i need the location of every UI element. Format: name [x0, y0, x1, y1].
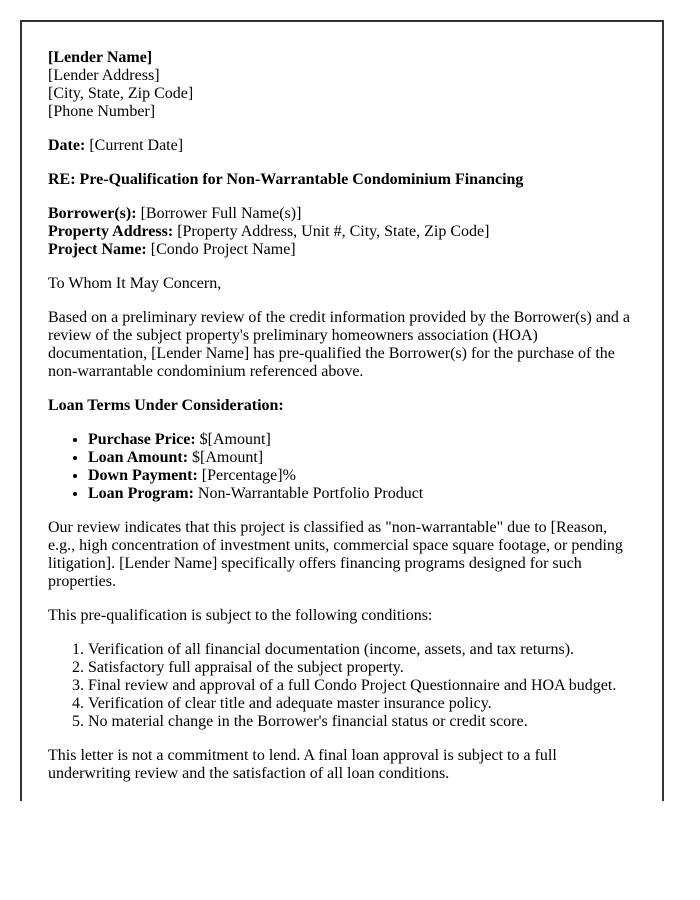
closing-paragraph: This letter is not a commitment to lend. A final loan approval is subject to a full underwriting review and the satisfaction of all loan conditions.: [48, 747, 557, 782]
loan-terms-list: [48, 431, 636, 503]
loan-term-value: $[Amount]: [192, 449, 264, 466]
lender-phone: [Phone Number]: [48, 103, 156, 120]
loan-term-label: Loan Amount:: [88, 449, 189, 466]
subject-line: [48, 171, 636, 189]
intro-paragraph: Based on a preliminary review of the credit information provided by the Borrower(s) and a review of the subject property's preliminary homeowners association (HOA) documentation, [Lender Name] has pre-qualified the Borrower(s) for the purchase of the non-warrantable condominium referenced above.: [48, 309, 631, 380]
loan-term-label: Down Payment:: [88, 467, 198, 484]
lender-name: [Lender Name]: [48, 49, 153, 66]
subject-text: RE: Pre-Qualification for Non-Warrantable Condominium Financing: [48, 171, 524, 188]
list-item: 2. Satisfactory full appraisal of the subject property.: [88, 659, 636, 677]
loan-terms-heading-text: Loan Terms Under Consideration:: [48, 397, 284, 414]
loan-term-value: Non-Warrantable Portfolio Product: [197, 485, 424, 502]
list-item: 1. Verification of all financial documentation (income, assets, and tax returns).: [88, 641, 636, 659]
list-item: [88, 485, 636, 503]
letter-page: [20, 20, 664, 801]
conditions-intro: This pre-qualification is subject to the following conditions:: [48, 607, 433, 624]
recipient-block: [48, 205, 636, 259]
loan-term-value: [Percentage]%: [201, 467, 296, 484]
loan-term-label: Purchase Price:: [88, 431, 196, 448]
borrower-value: [Borrower Full Name(s)]: [140, 205, 302, 222]
loan-term-value: $[Amount]: [199, 431, 271, 448]
list-item: [88, 467, 636, 485]
conditions-list: [48, 641, 636, 731]
list-item: [88, 449, 636, 467]
loan-terms-heading: [48, 397, 636, 415]
property-address-value: [Property Address, Unit #, City, State, Zip Code]: [177, 223, 490, 240]
salutation: To Whom It May Concern,: [48, 275, 222, 292]
list-item: 3. Final review and approval of a full Condo Project Questionnaire and HOA budget.: [88, 677, 636, 695]
project-name-label: Project Name:: [48, 241, 147, 258]
letterhead-block: [48, 49, 636, 121]
lender-address: [Lender Address]: [48, 67, 160, 84]
borrower-label: Borrower(s):: [48, 205, 137, 222]
property-address-label: Property Address:: [48, 223, 174, 240]
date-line: [48, 137, 636, 155]
list-item: [88, 431, 636, 449]
date-label: Date:: [48, 137, 86, 154]
classification-paragraph: Our review indicates that this project is classified as "non-warrantable" due to [Reason, e.g., high concentration of investment units, commercial space square footage, or pending litigation]. [Lender Name] specifically offers financing programs designed for such properties.: [48, 519, 623, 590]
list-item: 4. Verification of clear title and adequate master insurance policy.: [88, 695, 636, 713]
date-value: [Current Date]: [89, 137, 184, 154]
project-name-value: [Condo Project Name]: [150, 241, 296, 258]
lender-city-state-zip: [City, State, Zip Code]: [48, 85, 194, 102]
list-item: 5. No material change in the Borrower's financial status or credit score.: [88, 713, 636, 731]
loan-term-label: Loan Program:: [88, 485, 194, 502]
